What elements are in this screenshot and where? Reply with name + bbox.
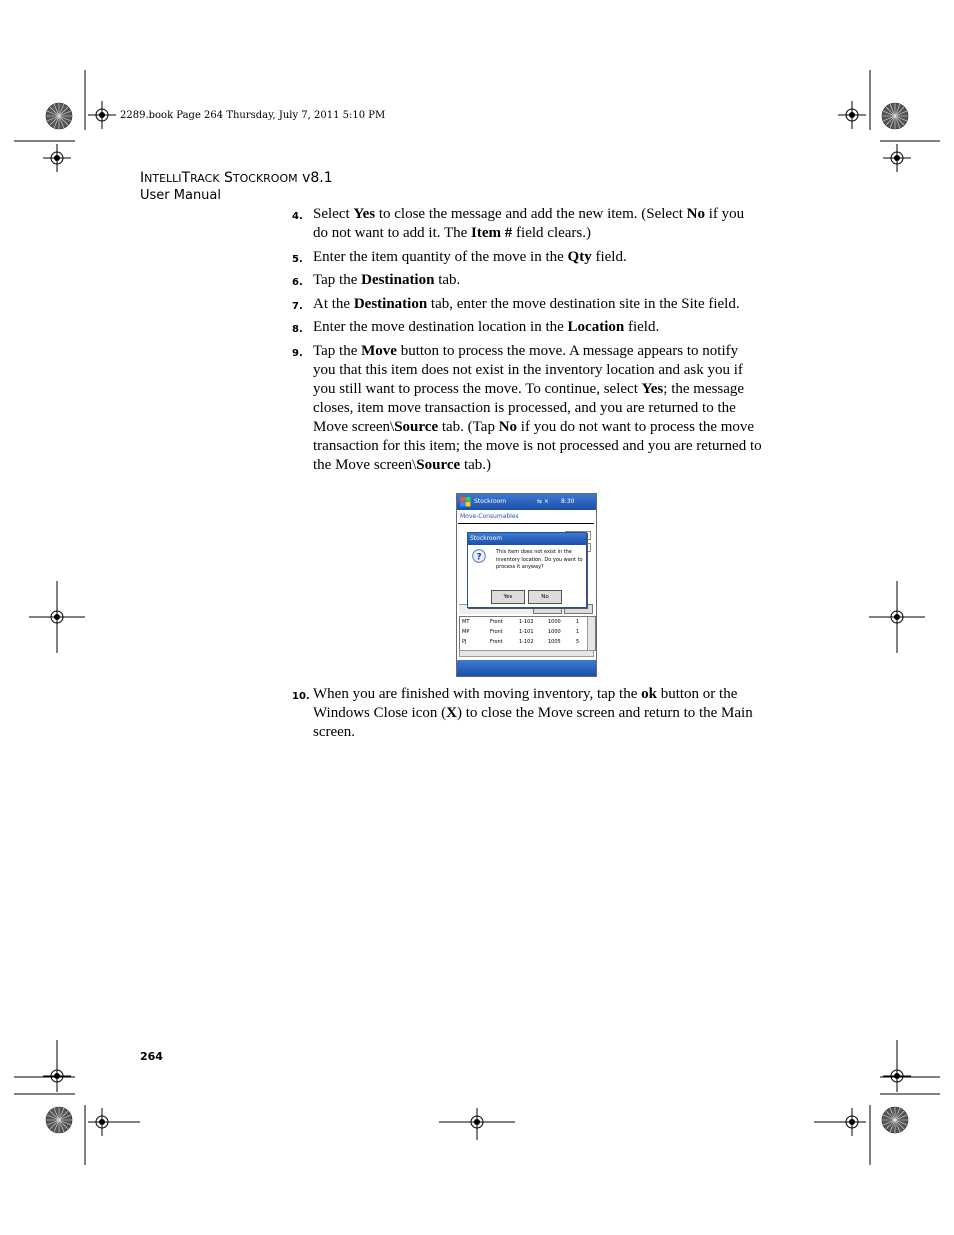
horizontal-scrollbar[interactable] [459,650,594,657]
running-title: INTELLITRACK STOCKROOM v8.1 [140,170,333,186]
steps-list-continued [292,685,762,747]
yes-button[interactable]: Yes [491,590,525,604]
table-row[interactable]: PJ Front 1-102 1005 5 [462,639,580,645]
windows-logo-icon [460,497,471,507]
dialog-title: Stockroom [468,533,586,545]
step-8: 8. Enter the move destination location in the Location field. [292,319,660,335]
device-screenshot [456,493,597,677]
transactions-grid [459,616,596,651]
device-clock: 8:30 [561,498,575,505]
step-6: 6. Tap the Destination tab. [292,272,461,288]
connectivity-volume-icon: ⇆ × [537,498,549,505]
svg-text:?: ? [476,552,482,563]
step-4: 4. Select Yes to close the message and add the new item. (Select No if you do not want to add it. The Item # field clears.) [292,206,745,241]
page-number: 264 [140,1050,163,1063]
step-7: 7. At the Destination tab, enter the move destination site in the Site field. [292,295,740,312]
step-5: 5. Enter the item quantity of the move in the Qty field. [292,248,627,265]
question-icon [472,549,486,563]
table-row[interactable]: MT Front 1-102 1000 1 [462,619,580,625]
vertical-scrollbar[interactable] [587,617,595,650]
steps-list [292,205,762,479]
step-10: 10. When you are finished with moving inventory, tap the ok button or the Windows Close icon (X) to close the Move screen and return to the Main screen. [292,686,753,740]
confirm-dialog [467,532,587,608]
dialog-message: This item does not exist in the inventory location. Do you want to process it anyway? [496,549,583,570]
field-label-stub [459,530,465,538]
screen-title: Move-Consumables [460,513,519,520]
device-titlebar [457,494,596,510]
step-9: 9. Tap the Move button to process the move. A message appears to notify you that this item does not exist in the inventory location and ask you if you still want to process the move. To continue, select Yes; the message closes, item move transaction is processed, and you are returned to the Move screen\Source tab. (Tap No if you do not want to process the move transaction for this item; the move is not processed and you are returned to the Move screen\Source tab.) [292,342,762,473]
device-menu-bar [457,660,596,676]
print-info: 2289.book Page 264 Thursday, July 7, 2011 5:10 PM [120,110,386,121]
no-button[interactable]: No [528,590,562,604]
running-subtitle: User Manual [140,188,222,203]
title-divider [458,523,594,524]
table-row[interactable]: MP Front 1-101 1000 1 [462,629,580,635]
device-app-title: Stockroom [474,498,507,505]
